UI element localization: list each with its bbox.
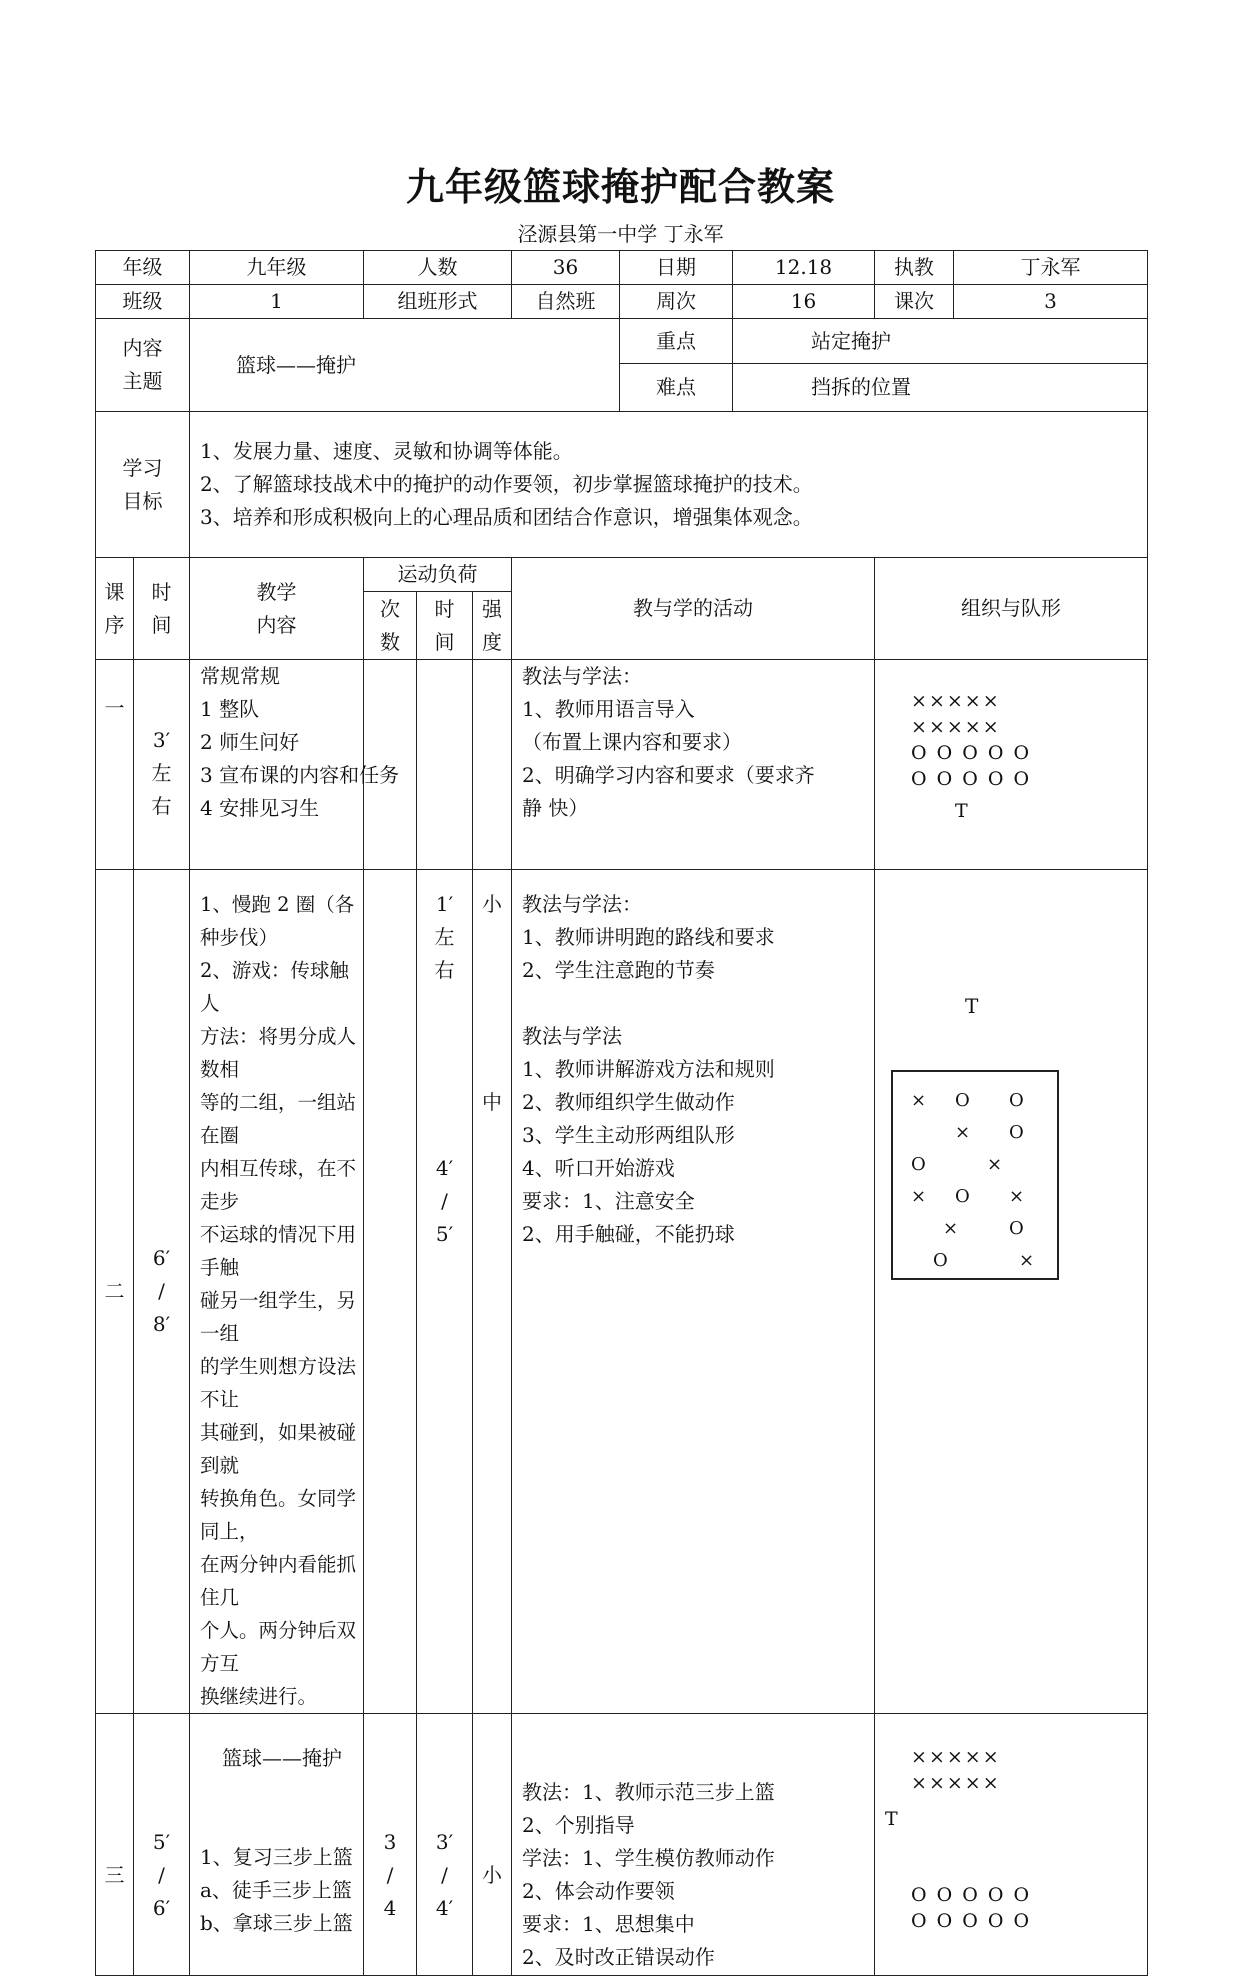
section-times: 3 / 4 (364, 1714, 417, 1976)
player-cross: × (911, 1186, 927, 1207)
activities-header: 教与学的活动 (512, 558, 875, 660)
formation-diagram: ××××× ××××× O O O O O O O O O O T (875, 660, 1147, 824)
teacher-mark: T (955, 800, 970, 822)
section-content: 常规常规 1 整队 2 师生问好 3 宣布课的内容和任务 4 安排见习生 (190, 660, 364, 870)
info-row-1 (96, 251, 1148, 285)
lesson-value: 3 (954, 285, 1148, 319)
goal-item: 2、了解篮球技战术中的掩护的动作要领，初步掌握篮球掩护的技术。 (200, 472, 813, 496)
section-times (364, 870, 417, 1714)
teacher-mark: T (885, 1808, 900, 1830)
header-row-1 (96, 558, 1148, 592)
grade-value: 九年级 (190, 251, 364, 285)
teacher-value: 丁永军 (954, 251, 1148, 285)
player-cross: × (1019, 1250, 1035, 1271)
section-duration: 3′ / 4′ (417, 1714, 473, 1976)
week-label: 周次 (620, 285, 733, 319)
class-value: 1 (190, 285, 364, 319)
form-label: 组班形式 (364, 285, 512, 319)
info-row-2 (96, 285, 1148, 319)
difficulty-value: 挡拆的位置 (733, 364, 1148, 412)
player-circle: O (1009, 1122, 1024, 1143)
lesson-label: 课次 (875, 285, 954, 319)
player-cross: × (943, 1218, 959, 1239)
teacher-mark: T (965, 994, 979, 1018)
key-point-value: 站定掩护 (733, 319, 1148, 364)
player-cross: × (955, 1122, 971, 1143)
section-content: 1、慢跑 2 圈（各种步伐） 2、游戏：传球触人 方法：将男分成人数相 等的二组，一组站在圈 内相互传球，在不走步 不运球的情况下用手触 碰另一组学生，另一组 的学生则想方设法不让 其碰到，如果被碰到就 转换角色。女同学同上， 在两分钟内看能抓住几 个人。两分钟后双方互 换继续进行。 (190, 870, 364, 1714)
key-point-label: 重点 (620, 319, 733, 364)
section-order: 一 (96, 660, 134, 870)
intensity-header: 强 度 (473, 592, 512, 660)
goal-item: 3、培养和形成积极向上的心理品质和团结合作意识，增强集体观念。 (200, 505, 813, 529)
section-row-1 (96, 660, 1148, 870)
player-circle: O (911, 1154, 926, 1175)
duration-header: 时 间 (417, 592, 473, 660)
topic-row-1 (96, 319, 1148, 364)
player-circle: O (933, 1250, 948, 1271)
author-line: 泾源县第一中学 丁永军 (517, 222, 724, 246)
section-time: 6′ / 8′ (134, 870, 190, 1714)
section-intensity: 小 中 (473, 870, 512, 1714)
teacher-label: 执教 (875, 251, 954, 285)
player-circle: O (955, 1186, 970, 1207)
class-label: 班级 (96, 285, 190, 319)
order-header: 课 序 (96, 558, 134, 660)
section-row-3 (96, 1714, 1148, 1976)
section-intensity (473, 660, 512, 870)
goal-item: 1、发展力量、速度、灵敏和协调等体能。 (200, 439, 573, 463)
goals-row (96, 412, 1148, 558)
player-cross: × (911, 1090, 927, 1111)
game-formation-diagram (875, 870, 1147, 1340)
section-row-2 (96, 870, 1148, 1714)
layup-formation-diagram: ××××× ××××× T O O O O O O O O O O (875, 1714, 1147, 1934)
date-value: 12.18 (733, 251, 875, 285)
content-header: 教学 内容 (190, 558, 364, 660)
form-value: 自然班 (512, 285, 620, 319)
load-header: 运动负荷 (364, 558, 512, 592)
week-value: 16 (733, 285, 875, 319)
section-activities: 教法与学法： 1、教师用语言导入 （布置上课内容和要求） 2、明确学习内容和要求（要求齐 静 快） (512, 660, 875, 870)
section-intensity: 小 (473, 1714, 512, 1976)
organization-header: 组织与队形 (875, 558, 1148, 660)
game-circle-area (891, 1070, 1059, 1280)
lesson-plan-table (95, 250, 1148, 1976)
player-circle: O (955, 1090, 970, 1111)
topic-value: 篮球——掩护 (190, 319, 620, 412)
grade-label: 年级 (96, 251, 190, 285)
player-cross: × (1009, 1186, 1025, 1207)
section-content: 篮球——掩护 1、复习三步上篮 a、徒手三步上篮 b、拿球三步上篮 (190, 1714, 364, 1976)
section-order: 三 (96, 1714, 134, 1976)
section-activities: 教法与学法： 1、教师讲明跑的路线和要求 2、学生注意跑的节奏 教法与学法 1、教师讲解游戏方法和规则 2、教师组织学生做动作 3、学生主动形两组队形 4、听口开始游戏 要求：1、注意安全 2、用手触碰，不能扔球 (512, 870, 875, 1714)
section-duration: 1′ 左 右 4′ / 5′ (417, 870, 473, 1714)
page-title: 九年级篮球掩护配合教案 (405, 164, 835, 209)
time-header: 时 间 (134, 558, 190, 660)
section-formation (875, 870, 1148, 1714)
topic-label: 内容 主题 (96, 319, 190, 412)
section-time: 3′ 左 右 (134, 660, 190, 870)
goals-list (190, 412, 1148, 558)
section-time: 5′ / 6′ (134, 1714, 190, 1976)
player-circle: O (1009, 1090, 1024, 1111)
count-value: 36 (512, 251, 620, 285)
goals-label: 学习 目标 (96, 412, 190, 558)
times-header: 次 数 (364, 592, 417, 660)
section-duration (417, 660, 473, 870)
section-formation (875, 660, 1148, 870)
count-label: 人数 (364, 251, 512, 285)
section-activities: 教法：1、教师示范三步上篮 2、个别指导 学法：1、学生模仿教师动作 2、体会动作要领 要求：1、思想集中 2、及时改正错误动作 (512, 1714, 875, 1976)
difficulty-label: 难点 (620, 364, 733, 412)
player-circle: O (1009, 1218, 1024, 1239)
date-label: 日期 (620, 251, 733, 285)
section-formation (875, 1714, 1148, 1976)
section-order: 二 (96, 870, 134, 1714)
content-title: 篮球——掩护 (222, 1746, 342, 1770)
player-cross: × (987, 1154, 1003, 1175)
